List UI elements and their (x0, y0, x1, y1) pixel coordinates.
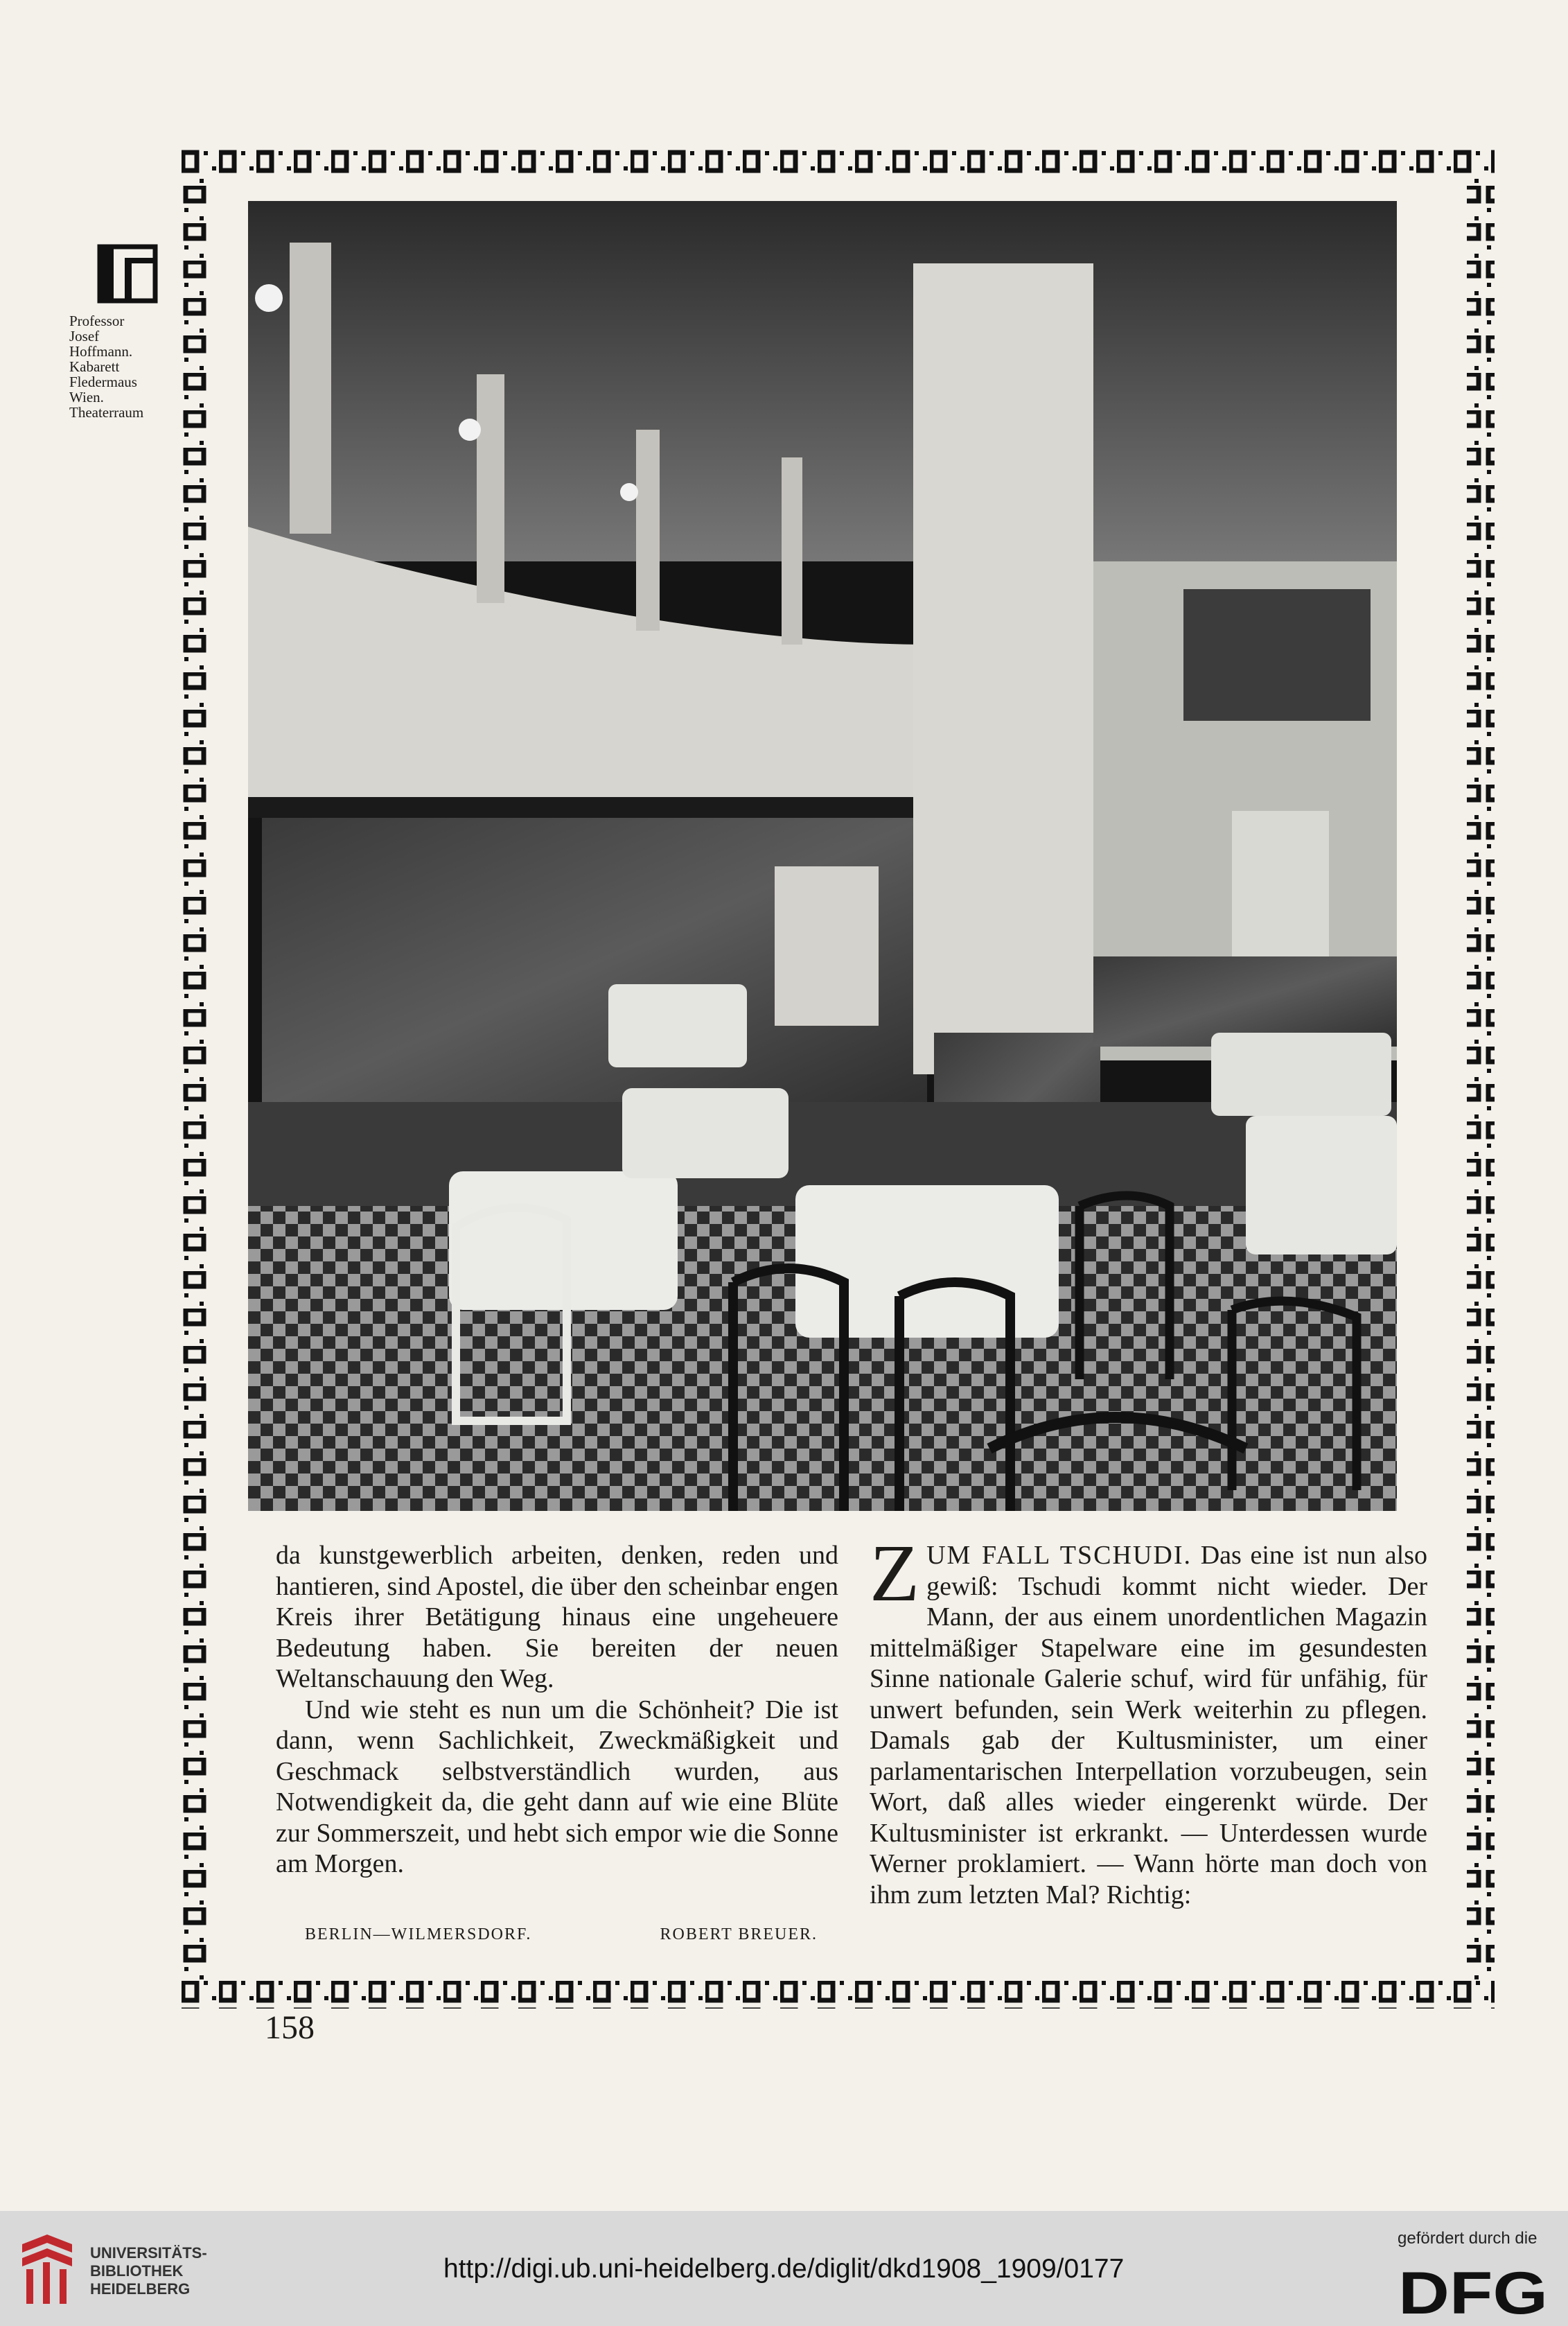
drop-cap: Z (870, 1528, 920, 1618)
hoffmann-monogram-icon (97, 244, 158, 304)
library-name-line: HEIDELBERG (90, 2280, 191, 2298)
caption-line: Theaterraum (69, 404, 144, 421)
dfg-logo-icon[interactable] (1397, 2265, 1551, 2318)
signature-author: ROBERT BREUER. (660, 1925, 818, 1943)
library-name-line: UNIVERSITÄTS- (90, 2244, 207, 2262)
caption-line: Josef (69, 328, 100, 344)
permalink-url[interactable]: http://digi.ub.uni-heidelberg.de/diglit/dkd1908_1909/0177 (443, 2254, 1125, 2284)
caption-line: Professor (69, 313, 125, 329)
figure-caption (69, 313, 173, 420)
university-library-name[interactable] (90, 2244, 207, 2298)
page-number: 158 (265, 2009, 315, 2046)
caption-line: Fledermaus (69, 374, 137, 390)
paragraph: Und wie steht es nun um die Schönheit? Die ist dann, wenn Sachlichkeit, Zweckmäßigkeit und Geschmack selbstverständlich wurden, aus Notwendigkeit da, die geht dann auf wie eine Blüte zur Sommerszeit, und hebt sich empor wie die Sonne am Morgen. (276, 1695, 838, 1878)
article-paragraph (870, 1528, 1427, 1910)
paragraph: da kunstgewerblich arbeiten, denken, reden und hantieren, sind Apostel, die über den scheinbar engen Kreis ihrer Betätigung hinaus eine ungeheuere Bedeutung haben. Sie bereiten der neuen Weltanschauung den Weg. (276, 1541, 838, 1693)
dfg-logo-text: DFG (1398, 2265, 1548, 2318)
caption-line: Kabarett (69, 358, 120, 375)
sponsor-label: gefördert durch die (1398, 2229, 1538, 2248)
library-name-line: BIBLIOTHEK (90, 2262, 184, 2280)
university-library-logo-icon[interactable] (17, 2232, 76, 2308)
caption-line: Wien. (69, 389, 104, 405)
article-text: Das eine ist nun also gewiß: Tschudi kommt nicht wieder. Der Mann, der aus einem unordentlichen Magazin mittelmäßiger Stapelware eine im gesundesten Sinne nationale Galerie schuf, wird für unfähig, für unwert befunden, sein Werk weiterhin zu pflegen. Damals gab der Kultusminister, um einer parlamentarischen Interpellation vorzubeugen, sein Wort, daß alles wieder eingerenkt würde. Der Kultusminister ist erkrankt. — Unterdessen wurde Werner proklamiert. — Wann hörte man doch von ihm zum letzten Mal? Richtig: (870, 1541, 1427, 1909)
article-column-right (870, 1528, 1427, 1910)
digital-library-footer (0, 2211, 1568, 2326)
caption-line: Hoffmann. (69, 343, 133, 360)
signature-place: BERLIN—WILMERSDORF. (305, 1925, 532, 1943)
cabaret-interior-photograph (248, 201, 1397, 1511)
article-heading: UM FALL TSCHUDI. (926, 1541, 1192, 1570)
article-column-left (276, 1540, 838, 1880)
